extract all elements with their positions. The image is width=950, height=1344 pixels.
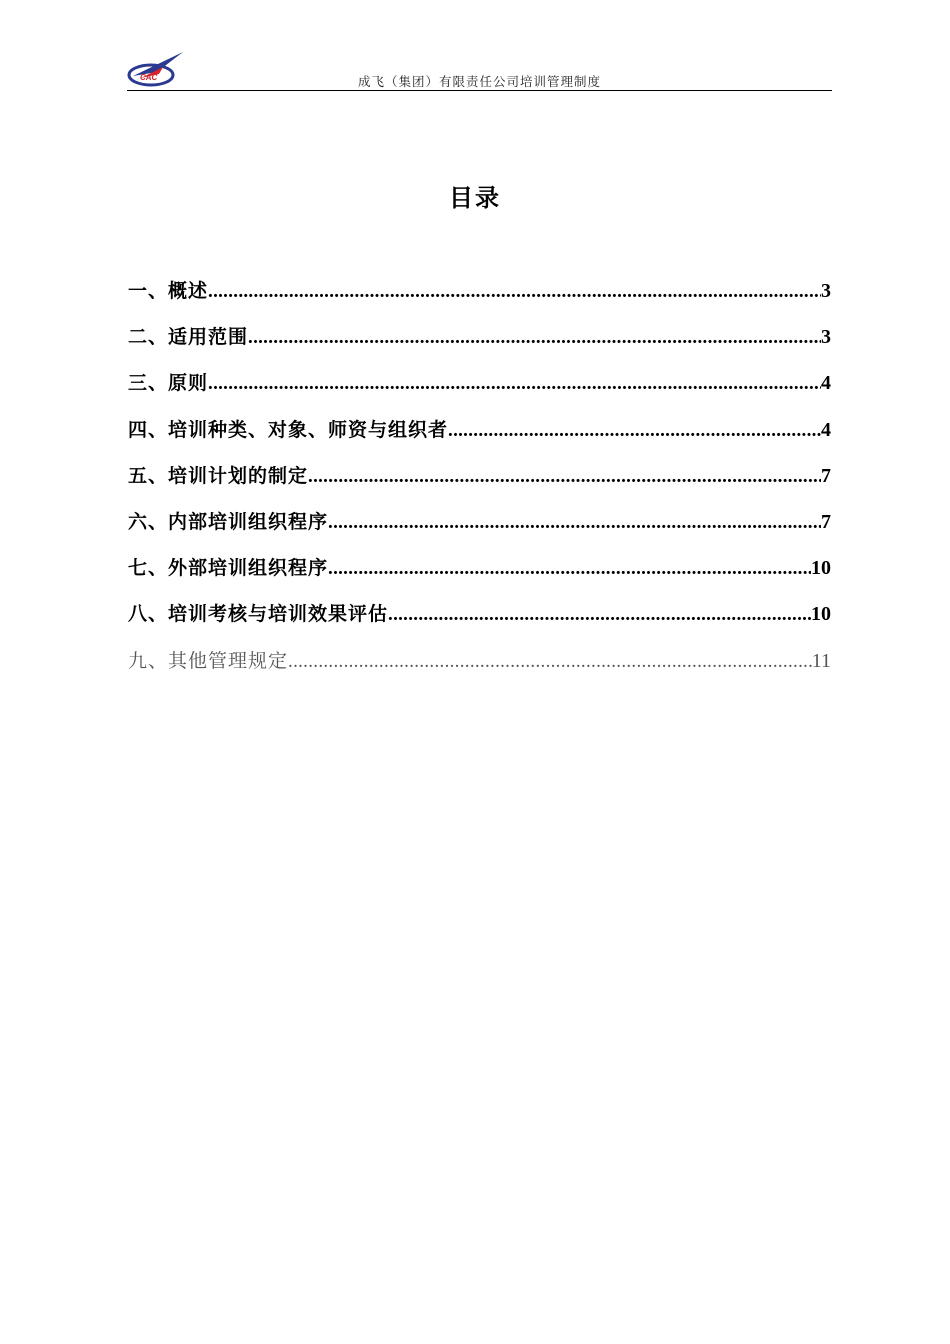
toc-entry-label: 三、原则 [128,372,209,395]
toc-entry-label: 九、其他管理规定 [128,649,289,672]
toc-entry-label: 四、培训种类、对象、师资与组织者 [128,418,449,441]
toc-entry-page: 3 [821,280,831,302]
svg-text:CAC: CAC [140,73,158,82]
toc-entry-page: 4 [821,418,831,441]
toc-entry-page: 10 [811,603,831,626]
toc-leader-dots [308,466,821,488]
toc-entry-page: 10 [811,557,831,580]
toc-leader-dots [288,651,812,673]
toc-entry-label: 五、培训计划的制定 [128,464,309,487]
toc-leader-dots [328,558,811,580]
toc-entry[interactable] [128,368,831,414]
toc-leader-dots [448,420,821,442]
toc-entry-page: 7 [821,510,831,533]
toc-entry[interactable] [128,553,831,599]
toc-entry-page: 4 [821,372,831,395]
toc-entry[interactable] [128,276,831,322]
toc-leader-dots [388,604,811,626]
toc-entry-label: 八、培训考核与培训效果评估 [128,603,389,626]
toc-entry-page: 7 [821,464,831,487]
toc-entry-label: 二、适用范围 [128,326,249,349]
toc-entry-page: 3 [821,326,831,349]
toc-entry-label: 六、内部培训组织程序 [128,510,329,533]
toc-entry-label: 一、概述 [128,280,209,302]
toc-entry-label: 七、外部培训组织程序 [128,557,329,580]
toc-entry-page: 11 [811,649,831,672]
toc-entry[interactable] [128,646,831,692]
header-title: 成飞（集团）有限责任公司培训管理制度 [357,74,601,89]
toc-entry[interactable] [128,415,831,461]
toc-entry[interactable] [128,461,831,507]
toc-leader-dots [248,327,821,349]
toc-entry[interactable] [128,599,831,645]
toc-leader-dots [328,512,821,534]
page-header [127,46,832,91]
toc-leader-dots [208,281,821,303]
toc-title: 目录 [449,184,501,212]
toc-leader-dots [208,373,821,395]
toc-entry[interactable] [128,322,831,368]
toc-entry[interactable] [128,507,831,553]
table-of-contents [128,276,831,692]
